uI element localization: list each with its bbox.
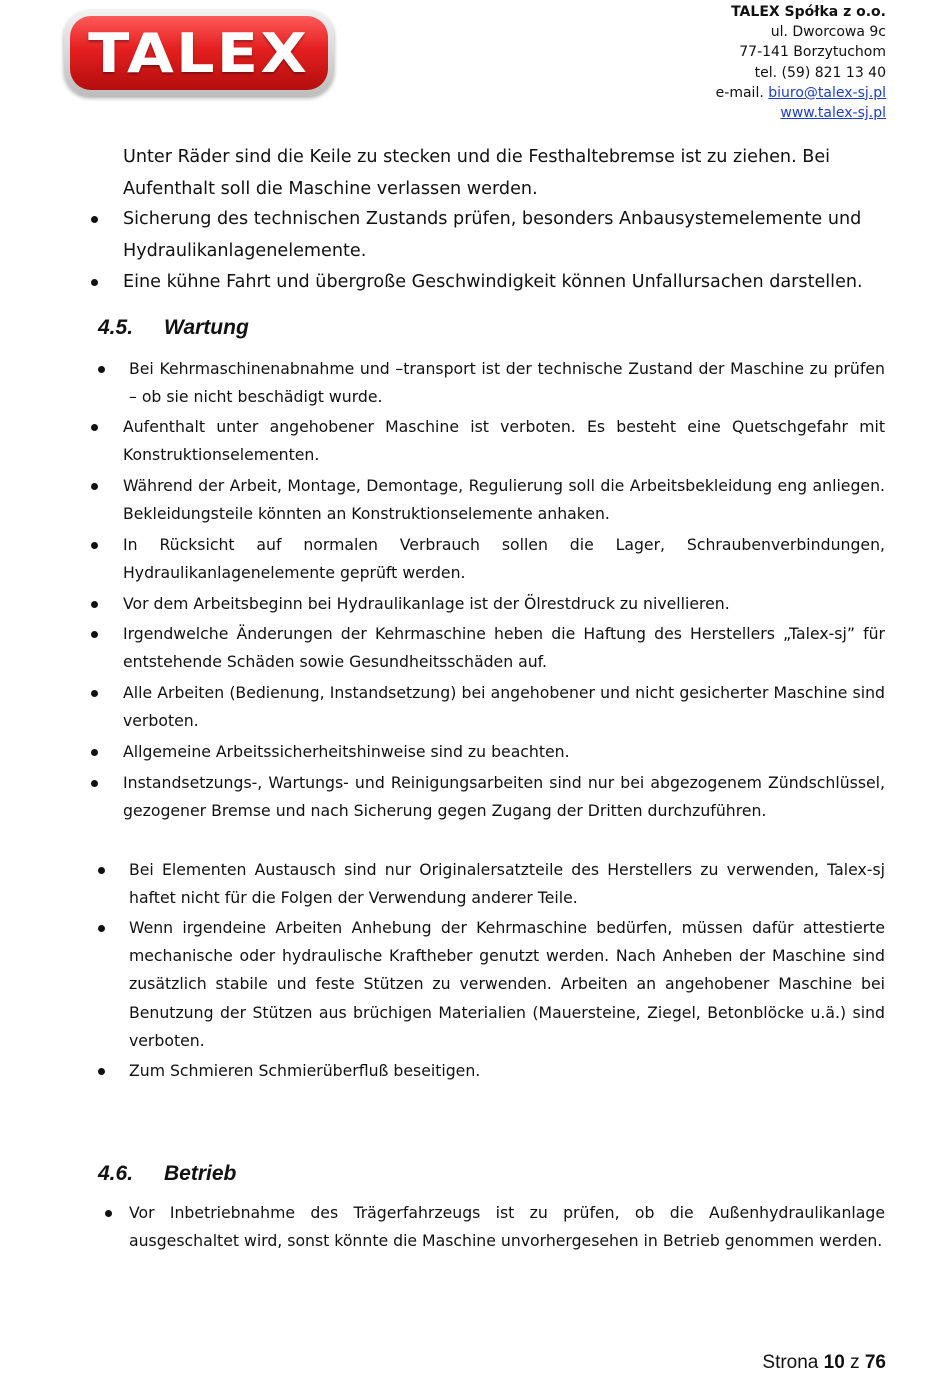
page-number bbox=[762, 1352, 886, 1374]
page-prefix: Strona bbox=[762, 1352, 819, 1373]
logo-badge bbox=[70, 16, 328, 90]
section-heading-wartung bbox=[98, 316, 249, 340]
company-street: ul. Dworcowa 9c bbox=[770, 24, 886, 41]
bullet-icon bbox=[91, 780, 98, 787]
bullet-icon bbox=[91, 601, 98, 608]
bullet-icon bbox=[98, 366, 105, 373]
bullet-icon bbox=[91, 749, 98, 756]
betrieb-bullet-1-text: Vor Inbetriebnahme des Trägerfahrzeugs ist zu prüfen, ob die Außenhydraulikanlage ausgeschaltet wird, sonst könnte die Maschine unvorhergesehen in Betrieb genommen werden. bbox=[129, 1203, 885, 1251]
logo-text: TALEX bbox=[88, 21, 310, 85]
bullet-icon bbox=[98, 867, 105, 874]
talex-logo bbox=[64, 10, 334, 96]
wartung-bullet-3: Während der Arbeit, Montage, Demontage, Regulierung soll die Arbeitsbekleidung eng anliegen. Bekleidungsteile könnten an Konstruktionselemente anhaken. bbox=[123, 476, 885, 524]
wartung-bullet-10: Bei Elementen Austausch sind nur Originalersatzteile des Herstellers zu verwenden, Talex-sj haftet nicht für die Folgen der Verwendung anderer Teile. bbox=[129, 860, 885, 908]
intro-bullet-1: Sicherung des technischen Zustands prüfen, besonders Anbausystemelemente und Hydraulikanlagenelemente. bbox=[123, 209, 862, 261]
current-page: 10 bbox=[823, 1352, 845, 1373]
bullet-icon bbox=[105, 1210, 112, 1217]
section-title: Betrieb bbox=[164, 1162, 237, 1185]
wartung-bullet-1: Bei Kehrmaschinenabnahme und –transport ist der technische Zustand der Maschine zu prüfen – ob sie nicht beschädigt wurde. bbox=[129, 359, 885, 407]
bullet-icon bbox=[91, 216, 98, 223]
bullet-icon bbox=[91, 690, 98, 697]
company-contact bbox=[716, 2, 886, 123]
website-link[interactable]: www.talex-sj.pl bbox=[780, 105, 886, 122]
betrieb-bullet-1 bbox=[129, 1199, 885, 1255]
bullet-icon bbox=[91, 424, 98, 431]
wartung-bullet-7: Alle Arbeiten (Bedienung, Instandsetzung) bei angehobener und nicht gesicherter Maschine sind verboten. bbox=[123, 683, 885, 731]
company-website-line bbox=[716, 103, 886, 123]
section-number: 4.6. bbox=[98, 1162, 134, 1185]
intro-bullet-2: Eine kühne Fahrt und übergroße Geschwindigkeit können Unfallursachen darstellen. bbox=[123, 272, 863, 292]
section-heading-betrieb bbox=[98, 1162, 236, 1186]
bullet-icon bbox=[91, 631, 98, 638]
email-link[interactable]: biuro@talex-sj.pl bbox=[768, 84, 886, 101]
company-name: TALEX Spółka z o.o. bbox=[731, 4, 886, 20]
wartung-bullet-5: Vor dem Arbeitsbeginn bei Hydraulikanlage ist der Ölrestdruck zu nivellieren. bbox=[123, 594, 730, 613]
company-phone: tel. (59) 821 13 40 bbox=[754, 64, 886, 81]
wartung-bullet-11: Wenn irgendeine Arbeiten Anhebung der Kehrmaschine bedürfen, müssen dafür attestierte mechanische oder hydraulische Kraftheber genutzt werden. Nach Anheben der Maschine sind zusätzlich stabile und feste Stützen zu verwenden. Arbeiten an angehobener Maschine bei Benutzung der Stützen aus brüchigen Materialien (Mauersteine, Ziegel, Betonblöcke u.ä.) sind verboten. bbox=[129, 918, 885, 1050]
total-pages: 76 bbox=[864, 1352, 886, 1373]
bullet-icon bbox=[91, 542, 98, 549]
bullet-icon bbox=[91, 483, 98, 490]
section-number: 4.5. bbox=[98, 316, 134, 339]
wartung-bullet-2: Aufenthalt unter angehobener Maschine ist verboten. Es besteht eine Quetschgefahr mit Konstruktionselementen. bbox=[123, 417, 885, 465]
section-title: Wartung bbox=[164, 316, 249, 339]
bullet-icon bbox=[98, 1068, 105, 1075]
wartung-bullet-8: Allgemeine Arbeitssicherheitshinweise sind zu beachten. bbox=[123, 742, 570, 761]
company-city: 77-141 Borzytuchom bbox=[739, 44, 886, 61]
wartung-bullet-6: Irgendwelche Änderungen der Kehrmaschine heben die Haftung des Herstellers „Talex-sj” für entstehende Schäden sowie Gesundheitsschäden auf. bbox=[123, 624, 885, 672]
page-separator: z bbox=[850, 1352, 860, 1373]
bullet-icon bbox=[98, 925, 105, 932]
wartung-bullet-12: Zum Schmieren Schmierüberfluß beseitigen. bbox=[129, 1061, 481, 1080]
intro-continuation: Unter Räder sind die Keile zu stecken und die Festhaltebremse ist zu ziehen. Bei Aufenthalt soll die Maschine verlassen werden. bbox=[123, 147, 831, 199]
bullet-icon bbox=[91, 279, 98, 286]
company-email-line bbox=[716, 83, 886, 103]
wartung-bullet-9: Instandsetzungs-, Wartungs- und Reinigungsarbeiten sind nur bei abgezogenem Zündschlüssel, gezogener Bremse und nach Sicherung gegen Zugang der Dritten durchzuführen. bbox=[123, 773, 885, 821]
wartung-bullet-4: In Rücksicht auf normalen Verbrauch sollen die Lager, Schraubenverbindungen, Hydraulikanlagenelemente geprüft werden. bbox=[123, 535, 885, 583]
email-label: e-mail. bbox=[715, 84, 764, 101]
